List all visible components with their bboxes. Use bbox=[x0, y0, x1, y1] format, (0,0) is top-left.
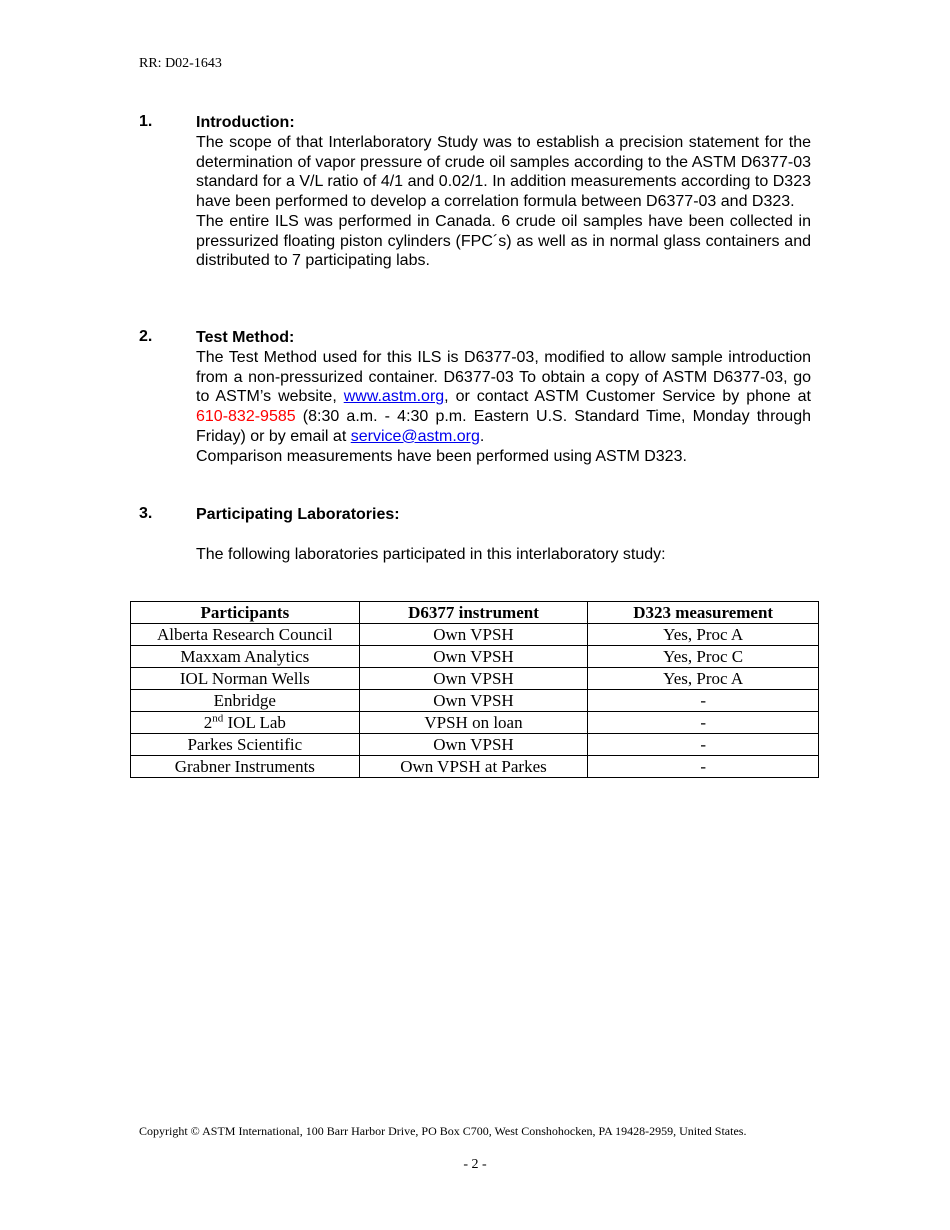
section-title: Participating Laboratories: bbox=[196, 506, 400, 523]
column-header: D323 measurement bbox=[588, 602, 819, 624]
participant-cell: Maxxam Analytics bbox=[131, 646, 360, 668]
labs-intro: The following laboratories participated in this interlaboratory study: bbox=[196, 546, 666, 563]
instrument-cell: Own VPSH bbox=[359, 690, 588, 712]
intro-paragraph-2: The entire ILS was performed in Canada. 6 crude oil samples have been collected in pressurized floating piston cylinders (FPC´s) as well as in normal glass containers and distributed to 7 participating labs. bbox=[196, 212, 811, 270]
column-header: Participants bbox=[131, 602, 360, 624]
participant-cell: Enbridge bbox=[131, 690, 360, 712]
instrument-cell: Own VPSH bbox=[359, 734, 588, 756]
participant-cell: Alberta Research Council bbox=[131, 624, 360, 646]
section-number: 2. bbox=[139, 328, 153, 345]
table-row bbox=[131, 712, 819, 734]
section-number: 1. bbox=[139, 113, 153, 130]
copyright-notice: Copyright © ASTM International, 100 Barr Harbor Drive, PO Box C700, West Conshohocken, PA 19428-2959, United States. bbox=[139, 1124, 747, 1138]
table-row bbox=[131, 756, 819, 778]
participant-cell: IOL Norman Wells bbox=[131, 668, 360, 690]
email-link[interactable]: service@astm.org bbox=[350, 427, 480, 445]
measurement-cell: - bbox=[588, 734, 819, 756]
measurement-cell: - bbox=[588, 756, 819, 778]
participant-cell: 2nd IOL Lab bbox=[131, 712, 360, 734]
instrument-cell: Own VPSH bbox=[359, 646, 588, 668]
column-header: D6377 instrument bbox=[359, 602, 588, 624]
intro-paragraph-1: The scope of that Interlaboratory Study was to establish a precision statement for the determination of vapor pressure of crude oil samples according to the ASTM D6377-03 standard for a V/L ratio of 4/1 and 0.02/1. In addition measurements according to D323 have been performed to develop a correlation formula between D6377-03 and D323. bbox=[196, 134, 811, 211]
table-row bbox=[131, 690, 819, 712]
comparison-paragraph: Comparison measurements have been performed using ASTM D323. bbox=[196, 447, 687, 465]
measurement-cell: - bbox=[588, 712, 819, 734]
measurement-cell: - bbox=[588, 690, 819, 712]
table-row bbox=[131, 624, 819, 646]
participants-table bbox=[130, 601, 819, 778]
measurement-cell: Yes, Proc C bbox=[588, 646, 819, 668]
instrument-cell: VPSH on loan bbox=[359, 712, 588, 734]
measurement-cell: Yes, Proc A bbox=[588, 668, 819, 690]
phone-number: 610-832-9585 bbox=[196, 408, 296, 426]
instrument-cell: Own VPSH at Parkes bbox=[359, 756, 588, 778]
table-header-row bbox=[131, 602, 819, 624]
instrument-cell: Own VPSH bbox=[359, 624, 588, 646]
table-row bbox=[131, 668, 819, 690]
page-number: - 2 - bbox=[463, 1157, 487, 1172]
test-method-paragraph: The Test Method used for this ILS is D6377-03, modified to allow sample introduction from a non-pressurized container. D6377-03 To obtain a copy of ASTM D6377-03, go to ASTM’s website, www.astm.org, or contact ASTM Customer Service by phone at 610-832-9585 (8:30 a.m. - 4:30 p.m. Eastern U.S. Standard Time, Monday through Friday) or by email at service@astm.org. bbox=[196, 349, 811, 445]
section-number: 3. bbox=[139, 505, 153, 522]
document-reference: RR: D02-1643 bbox=[139, 56, 222, 71]
measurement-cell: Yes, Proc A bbox=[588, 624, 819, 646]
section-title: Introduction: bbox=[196, 114, 295, 131]
table-row bbox=[131, 646, 819, 668]
section-title: Test Method: bbox=[196, 329, 295, 346]
participant-cell: Grabner Instruments bbox=[131, 756, 360, 778]
table-row bbox=[131, 734, 819, 756]
participant-cell: Parkes Scientific bbox=[131, 734, 360, 756]
instrument-cell: Own VPSH bbox=[359, 668, 588, 690]
astm-website-link[interactable]: www.astm.org bbox=[343, 388, 445, 406]
